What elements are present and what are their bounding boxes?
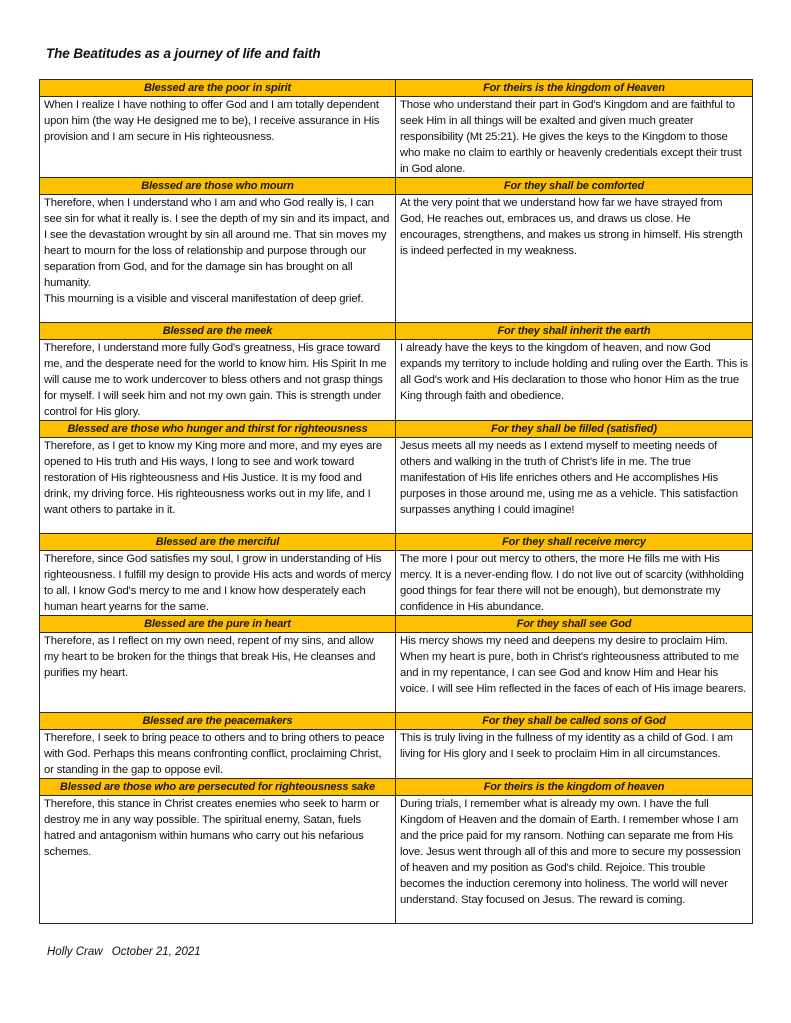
document-date: October 21, 2021 xyxy=(111,946,201,958)
content-row xyxy=(40,551,753,616)
content-row xyxy=(40,438,753,534)
beatitude-text: Therefore, as I reflect on my own need, repent of my sins, and allow my heart to be broken for the things that break His, He cleanses and purifies my heart. xyxy=(40,633,396,713)
beatitudes-table xyxy=(39,79,753,924)
document-title: The Beatitudes as a journey of life and faith xyxy=(46,46,321,61)
promise-text: Those who understand their part in God's Kingdom and are faithful to seek Him in all things will be exalted and given much greater responsibility (Mt 25:21). He gives the keys to the Kingdom to those who make no claim to earthly or heavenly credentials except their trust in God alone. xyxy=(396,97,753,178)
footer-signature xyxy=(47,946,207,958)
beatitude-header: Blessed are those who mourn xyxy=(40,178,396,195)
beatitude-paragraph: Therefore, when I understand who I am and who God really is, I can see sin for what it really is. I see the depth of my sin and its impact, and I see the devastation wrought by sin all around me. That sin moves my heart to mourn for the loss of relationship and purpose through our separation from God, and for the damage sin has brought on all humanity. xyxy=(44,197,390,289)
beatitude-text: Therefore, this stance in Christ creates enemies who seek to harm or destroy me in any way possible. The spiritual enemy, Satan, fuels hatred and antagonism within humans who carry out his nefarious schemes. xyxy=(40,796,396,924)
header-row xyxy=(40,713,753,730)
beatitude-header: Blessed are those who are persecuted for righteousness sake xyxy=(40,779,396,796)
beatitude-header: Blessed are the poor in spirit xyxy=(40,80,396,97)
header-row xyxy=(40,323,753,340)
content-row xyxy=(40,796,753,924)
promise-header: For theirs is the kingdom of Heaven xyxy=(396,80,753,97)
promise-header: For they shall be filled (satisfied) xyxy=(396,421,753,438)
content-row xyxy=(40,195,753,323)
beatitude-text: Therefore, as I get to know my King more and more, and my eyes are opened to His truth and His ways, I long to see and work toward restoration of His righteousness and His Justice. It is my food and drink, my driving force. His righteousness works out in my life, and I want others to partake in it. xyxy=(40,438,396,534)
content-row xyxy=(40,633,753,713)
header-row xyxy=(40,779,753,796)
content-row xyxy=(40,730,753,779)
header-row xyxy=(40,616,753,633)
promise-header: For they shall be called sons of God xyxy=(396,713,753,730)
promise-header: For theirs is the kingdom of heaven xyxy=(396,779,753,796)
promise-text: The more I pour out mercy to others, the more He fills me with His mercy. It is a never-ending flow. I do not live out of scarcity (withholding good things for fear there will not be enough), but demonstrate my confidence in His abundance. xyxy=(396,551,753,616)
beatitude-text: Therefore, since God satisfies my soul, I grow in understanding of His righteousness. I fulfill my design to provide His acts and words of mercy to all. I know God's mercy to me and I know how desperately each human heart yearns for the same. xyxy=(40,551,396,616)
beatitude-header: Blessed are those who hunger and thirst for righteousness xyxy=(40,421,396,438)
beatitude-header: Blessed are the pure in heart xyxy=(40,616,396,633)
beatitude-paragraph: This mourning is a visible and visceral manifestation of deep grief. xyxy=(44,293,364,305)
beatitude-text xyxy=(40,195,396,323)
promise-text: This is truly living in the fullness of my identity as a child of God. I am living for His glory and I seek to proclaim Him in all circumstances. xyxy=(396,730,753,779)
promise-header: For they shall be comforted xyxy=(396,178,753,195)
header-row xyxy=(40,534,753,551)
promise-header: For they shall see God xyxy=(396,616,753,633)
author-name: Holly Craw xyxy=(47,946,103,958)
content-row xyxy=(40,340,753,421)
beatitude-header: Blessed are the meek xyxy=(40,323,396,340)
promise-text: During trials, I remember what is already my own. I have the full Kingdom of Heaven and the domain of Earth. I remember whose I am and the price paid for my ransom. Nothing can separate me from His love. Jesus went through all of this and more to secure my possession of heaven and my position as God's child. Rejoice. This trouble becomes the induction ceremony into holiness. The world will never understand. Stay focused on Jesus. The reward is coming. xyxy=(396,796,753,924)
promise-header: For they shall inherit the earth xyxy=(396,323,753,340)
header-row xyxy=(40,421,753,438)
beatitude-text: When I realize I have nothing to offer God and I am totally dependent upon him (the way He designed me to be), I receive assurance in His provision and I am secure in His righteousness. xyxy=(40,97,396,178)
promise-text: His mercy shows my need and deepens my desire to proclaim Him. When my heart is pure, both in Christ's righteousness attributed to me and in my repentance, I can see God and know Him and Hear his voice. I will see Him reflected in the faces of each of His image bearers. xyxy=(396,633,753,713)
promise-text: At the very point that we understand how far we have strayed from God, He reaches out, embraces us, and draws us close. He encourages, strengthens, and makes us strong in himself. His strength is indeed perfected in my weakness. xyxy=(396,195,753,323)
promise-text: I already have the keys to the kingdom of heaven, and now God expands my territory to include holding and ruling over the Earth. This is all God's work and His declaration to those who honor Him as the true King through faith and obedience. xyxy=(396,340,753,421)
header-row xyxy=(40,80,753,97)
beatitude-text: Therefore, I understand more fully God's greatness, His grace toward me, and the desperate need for the world to know him. His Spirit In me will cause me to work undercover to bless others and not grasp things for myself. I will seek him and not my own gain. This is strength under control for His glory. xyxy=(40,340,396,421)
promise-text: Jesus meets all my needs as I extend myself to meeting needs of others and walking in the truth of Christ’s life in me. The true manifestation of His life enriches others and He accomplishes His purposes in those around me, using me as a vehicle. This satisfaction surpasses anything I could imagine! xyxy=(396,438,753,534)
beatitude-header: Blessed are the merciful xyxy=(40,534,396,551)
beatitude-text: Therefore, I seek to bring peace to others and to bring others to peace with God. Perhaps this means confronting conflict, proclaiming Christ, or standing in the gap to oppose evil. xyxy=(40,730,396,779)
content-row xyxy=(40,97,753,178)
promise-header: For they shall receive mercy xyxy=(396,534,753,551)
header-row xyxy=(40,178,753,195)
beatitude-header: Blessed are the peacemakers xyxy=(40,713,396,730)
